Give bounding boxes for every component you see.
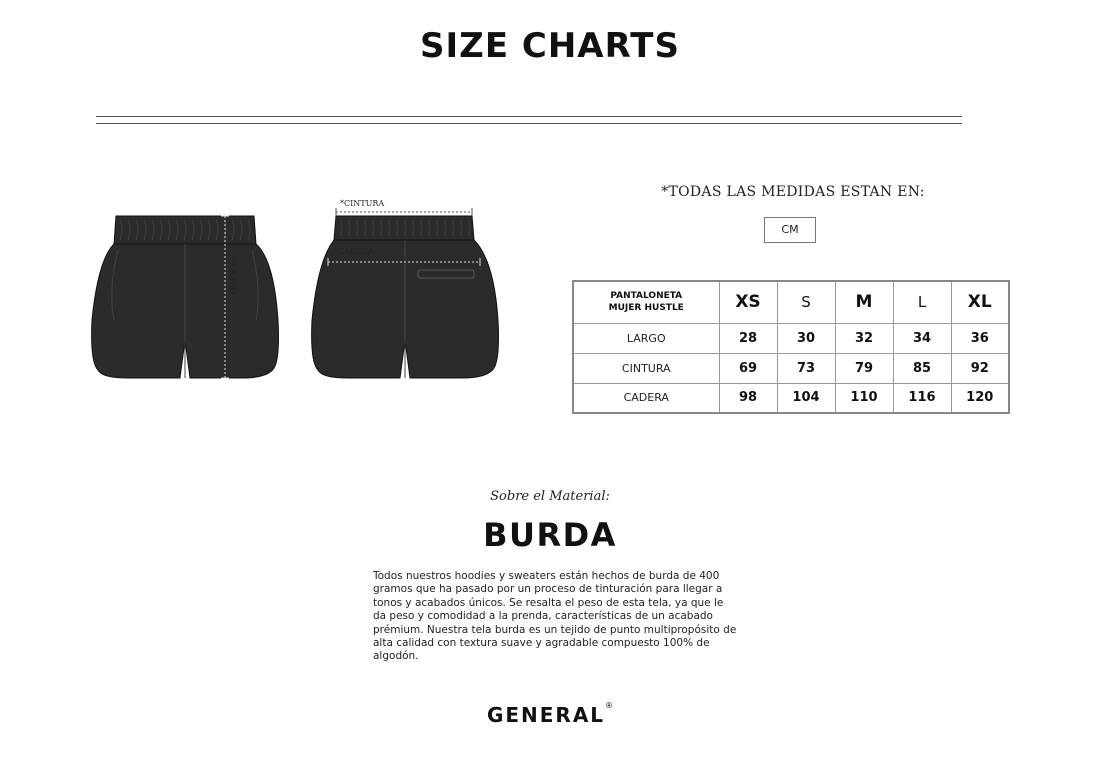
table-cell: 79 <box>835 353 893 383</box>
brand-logo <box>0 703 1100 727</box>
table-cell: 104 <box>777 383 835 413</box>
top-divider <box>96 116 962 117</box>
product-name-line1: PANTALONETA <box>610 291 683 302</box>
size-header-xs: XS <box>719 281 777 323</box>
table-row <box>573 383 1009 413</box>
table-cell: 85 <box>893 353 951 383</box>
table-cell: 69 <box>719 353 777 383</box>
top-divider-secondary <box>96 123 962 124</box>
registered-mark: ® <box>605 701 614 710</box>
size-table <box>572 280 1010 414</box>
row-label-cadera: CADERA <box>573 383 719 413</box>
size-header-s: S <box>777 281 835 323</box>
material-subtitle: Sobre el Material: <box>490 489 610 504</box>
back-hip-label: *CADERA <box>334 247 374 256</box>
page-title: SIZE CHARTS <box>420 26 680 66</box>
table-cell: 116 <box>893 383 951 413</box>
units-heading: *TODAS LAS MEDIDAS ESTAN EN: <box>661 184 925 200</box>
table-cell: 28 <box>719 323 777 353</box>
table-cell: 36 <box>951 323 1009 353</box>
product-name-cell <box>573 281 719 323</box>
size-header-m: M <box>835 281 893 323</box>
size-header-row <box>573 281 1009 323</box>
size-header-l: L <box>893 281 951 323</box>
row-label-largo: LARGO <box>573 323 719 353</box>
table-row <box>573 323 1009 353</box>
brand-name: GENERAL <box>486 703 606 727</box>
unit-badge: CM <box>764 217 816 243</box>
table-cell: 120 <box>951 383 1009 413</box>
material-description: Todos nuestros hoodies y sweaters están hechos de burda de 400 gramos que ha pasado por un proceso de tinturación para llegar a tonos y acabados únicos. Se resalta el peso de esta tela, ya que le da peso y comodidad a la prenda, características de un acabado prémium. Nuestra tela burda es un tejido de punto multipropósito de alta calidad con textura suave y agradable compuesto 100% de algodón. <box>373 570 737 663</box>
shorts-back-illustration <box>308 190 532 382</box>
table-cell: 34 <box>893 323 951 353</box>
table-row <box>573 353 1009 383</box>
row-label-cintura: CINTURA <box>573 353 719 383</box>
table-cell: 110 <box>835 383 893 413</box>
front-length-label: *LARGO <box>228 260 237 295</box>
material-name: BURDA <box>483 516 617 554</box>
table-cell: 98 <box>719 383 777 413</box>
product-name-line2: MUJER HUSTLE <box>608 303 684 314</box>
back-waist-label: *CINTURA <box>340 199 385 208</box>
table-cell: 73 <box>777 353 835 383</box>
shorts-front-illustration <box>88 190 282 382</box>
table-cell: 32 <box>835 323 893 353</box>
size-header-xl: XL <box>951 281 1009 323</box>
table-cell: 92 <box>951 353 1009 383</box>
table-cell: 30 <box>777 323 835 353</box>
